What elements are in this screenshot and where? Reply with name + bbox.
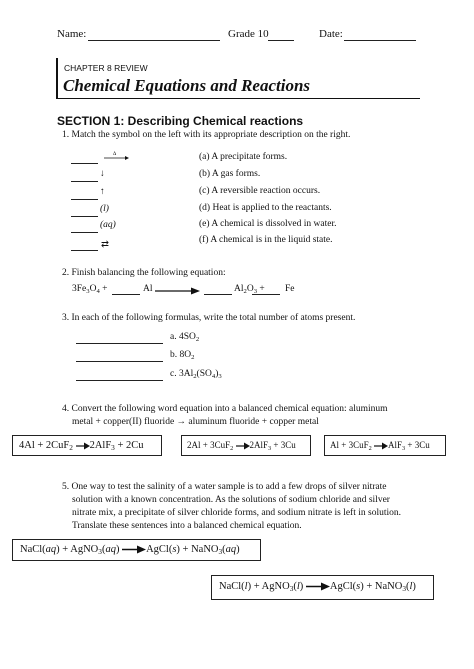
- q4-option-3[interactable]: Al + 3CuF$_2$ AlF$_3$ + 3Cu: [324, 435, 446, 456]
- answer-blank[interactable]: [204, 294, 232, 295]
- heat-arrow-symbol: [103, 150, 129, 164]
- answer-blank[interactable]: [76, 361, 163, 362]
- answer-blank[interactable]: [71, 199, 98, 200]
- grade-field[interactable]: [268, 40, 294, 41]
- reaction-arrow-icon: [76, 442, 90, 450]
- q4-option-1[interactable]: 4Al + 2CuF$_2$ 2AlF$_3$ + 2Cu: [12, 435, 162, 456]
- liquid-symbol: (l): [100, 204, 109, 214]
- answer-blank[interactable]: [252, 294, 280, 295]
- q2-prompt: 2. Finish balancing the following equation:: [62, 268, 226, 278]
- date-field[interactable]: [344, 40, 416, 41]
- answer-blank[interactable]: [71, 181, 98, 182]
- answer-blank[interactable]: [76, 343, 163, 344]
- description-b: (b) A gas forms.: [199, 169, 261, 179]
- q4-prompt-line1: 4. Convert the following word equation into a balanced chemical equation: aluminum: [62, 404, 388, 414]
- q4-prompt-line2: metal + copper(II) fluoride → aluminum fluoride + copper metal: [72, 417, 319, 427]
- svg-text:Δ: Δ: [113, 152, 117, 157]
- reaction-arrow-icon: [236, 442, 250, 450]
- answer-blank[interactable]: [112, 294, 140, 295]
- q5-option-2[interactable]: NaCl(l) + AgNO$_3$(l) AgCl(s) + NaNO$_3$(l): [211, 575, 434, 600]
- reversible-arrow-symbol: ⇄: [101, 240, 109, 250]
- q3-item-a: a. $4SO_2$: [170, 332, 200, 343]
- description-d: (d) Heat is applied to the reactants.: [199, 203, 332, 213]
- down-arrow-symbol: ↓: [100, 169, 105, 179]
- answer-blank[interactable]: [71, 163, 98, 164]
- chapter-label: CHAPTER 8 REVIEW: [64, 63, 148, 73]
- name-label: Name:: [57, 28, 87, 40]
- q5-prompt-line1: 5. One way to test the salinity of a water sample is to add a few drops of silver nitrate: [62, 482, 387, 492]
- q5-option-1[interactable]: NaCl(aq) + AgNO$_3$(aq) AgCl(s) + NaNO$_3$(aq): [12, 539, 261, 561]
- aqueous-symbol: (aq): [100, 220, 116, 230]
- q3-prompt: 3. In each of the following formulas, write the total number of atoms present.: [62, 313, 356, 323]
- q5-prompt-line3: nitrate mix, a precipitate of silver chloride forms, and sodium nitrate is left in solution.: [72, 508, 401, 518]
- q5-prompt-line4: Translate these sentences into a balanced chemical equation.: [72, 521, 302, 531]
- reaction-arrow-icon: [155, 286, 201, 296]
- date-label: Date:: [319, 28, 343, 40]
- answer-blank[interactable]: [71, 250, 98, 251]
- q4-option-2[interactable]: 2Al + 3CuF$_2$ 2AlF$_3$ + 3Cu: [181, 435, 311, 456]
- reaction-arrow-icon: [374, 442, 388, 450]
- name-field[interactable]: [88, 40, 220, 41]
- q5-prompt-line2: solution with a known concentration. As the solutions of sodium chloride and silver: [72, 495, 390, 505]
- description-a: (a) A precipitate forms.: [199, 152, 288, 162]
- q2-product1: $Al_2O_3$ +: [234, 284, 265, 295]
- description-f: (f) A chemical is in the liquid state.: [199, 235, 333, 245]
- description-c: (c) A reversible reaction occurs.: [199, 186, 321, 196]
- up-arrow-symbol: ↑: [100, 187, 105, 197]
- description-e: (e) A chemical is dissolved in water.: [199, 219, 337, 229]
- section-title: SECTION 1: Describing Chemical reactions: [57, 114, 304, 128]
- chapter-title: Chemical Equations and Reactions: [63, 76, 311, 95]
- answer-blank[interactable]: [76, 380, 163, 381]
- q1-prompt: 1. Match the symbol on the left with its appropriate description on the right.: [62, 130, 351, 140]
- q2-reactant1: $3Fe_3O_4$ +: [72, 284, 108, 295]
- q2-reactant2: Al: [143, 284, 153, 294]
- reaction-arrow-icon: [122, 545, 146, 554]
- reaction-arrow-icon: [306, 582, 330, 591]
- q2-product2: Fe: [285, 284, 295, 294]
- q3-item-b: b. $8O_2$: [170, 350, 195, 361]
- answer-blank[interactable]: [71, 216, 98, 217]
- answer-blank[interactable]: [71, 232, 98, 233]
- heat-arrow-icon: [103, 150, 129, 162]
- q3-item-c: c. $3Al_2(SO_4)_3$: [170, 369, 222, 380]
- grade-label: Grade 10: [228, 28, 269, 40]
